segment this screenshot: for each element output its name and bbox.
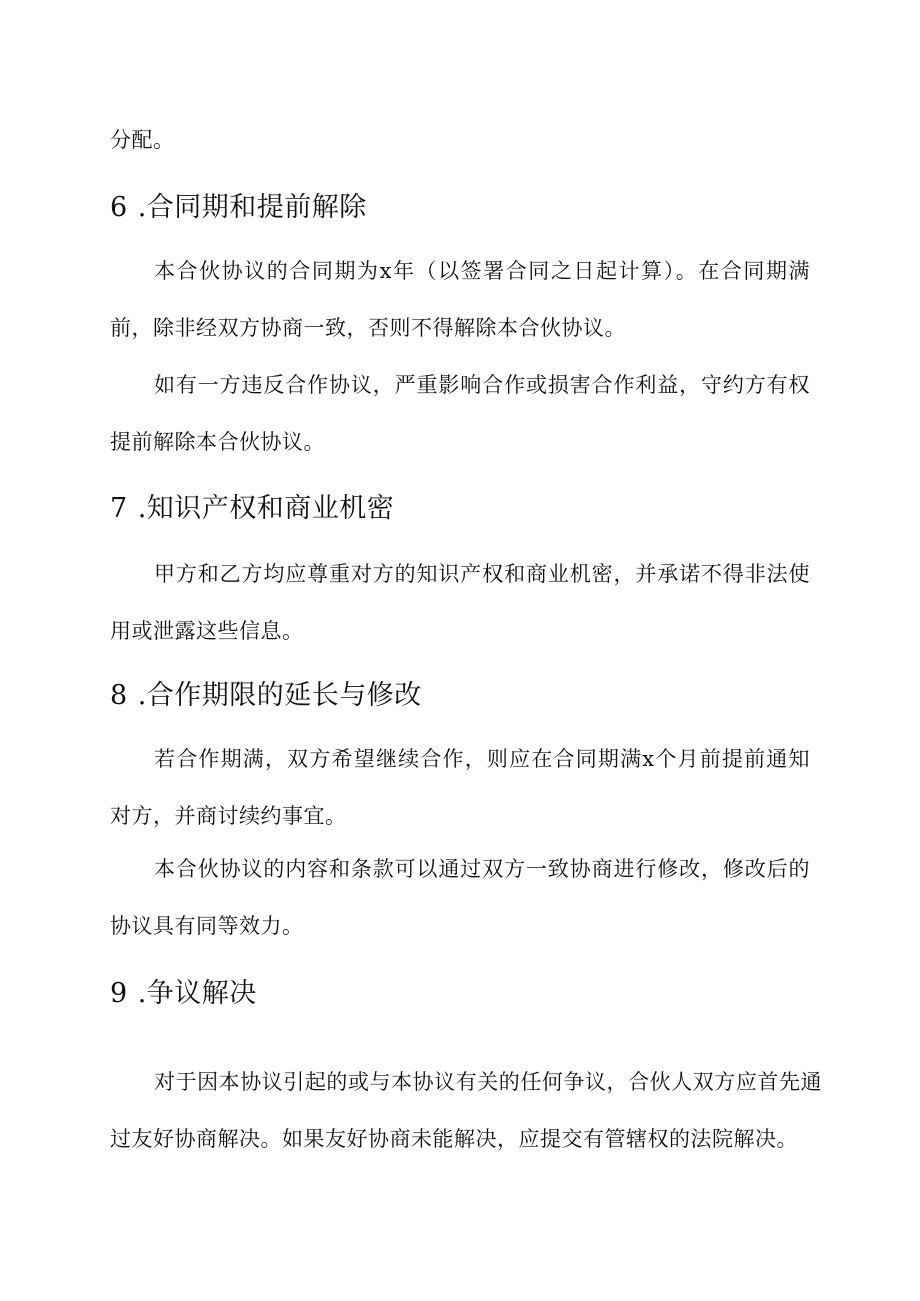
- continuation-text: 分配。: [110, 128, 175, 152]
- section-8-paragraph-1-block: [110, 731, 810, 845]
- section-9-heading: [110, 974, 810, 1014]
- section-6-title: .合同期和提前解除: [137, 192, 367, 223]
- section-8-paragraph-2: 本合伙协议的内容和条款可以通过双方一致协商进行修改，修改后的协议具有同等效力。: [110, 857, 810, 938]
- section-9-paragraph-1: 对于因本协议引起的或与本协议有关的任何争议，合伙人双方应首先通过友好协商解决。如果友好协商未能解决，应提交有管辖权的法院解决。: [110, 1070, 822, 1151]
- section-6-number: 6: [110, 192, 128, 223]
- section-9-paragraph-1-block: [110, 1054, 822, 1168]
- section-6-paragraph-2: 如有一方违反合作协议，严重影响合作或损害合作利益，守约方有权提前解除本合伙协议。: [110, 373, 810, 454]
- section-8-number: 8: [110, 680, 128, 711]
- section-6-heading: [110, 188, 810, 228]
- section-8-paragraph-1: 若合作期满，双方希望继续合作，则应在合同期满x个月前提前通知对方，并商讨续约事宜。: [110, 747, 810, 828]
- section-7-heading-block: [110, 489, 810, 529]
- section-6-paragraph-2-block: [110, 357, 810, 471]
- section-8-paragraph-2-block: [110, 841, 810, 955]
- section-8-heading: [110, 676, 810, 716]
- section-8-heading-block: [110, 676, 810, 716]
- section-7-paragraph-1-block: [110, 546, 810, 660]
- section-9-number: 9: [110, 978, 128, 1009]
- section-7-number: 7: [110, 493, 128, 524]
- continuation-block: [110, 112, 810, 169]
- section-6-paragraph-1: 本合伙协议的合同期为x年（以签署合同之日起计算）。在合同期满前，除非经双方协商一致，否则不得解除本合伙协议。: [110, 259, 810, 340]
- section-7-heading: [110, 489, 810, 529]
- section-7-paragraph-1: 甲方和乙方均应尊重对方的知识产权和商业机密，并承诺不得非法使用或泄露这些信息。: [110, 562, 810, 643]
- section-7-title: .知识产权和商业机密: [137, 493, 395, 524]
- section-8-title: .合作期限的延长与修改: [137, 680, 422, 711]
- section-9-title: .争议解决: [137, 978, 257, 1009]
- section-6-heading-block: [110, 188, 810, 228]
- section-9-heading-block: [110, 974, 810, 1014]
- section-6-paragraph-1-block: [110, 243, 810, 357]
